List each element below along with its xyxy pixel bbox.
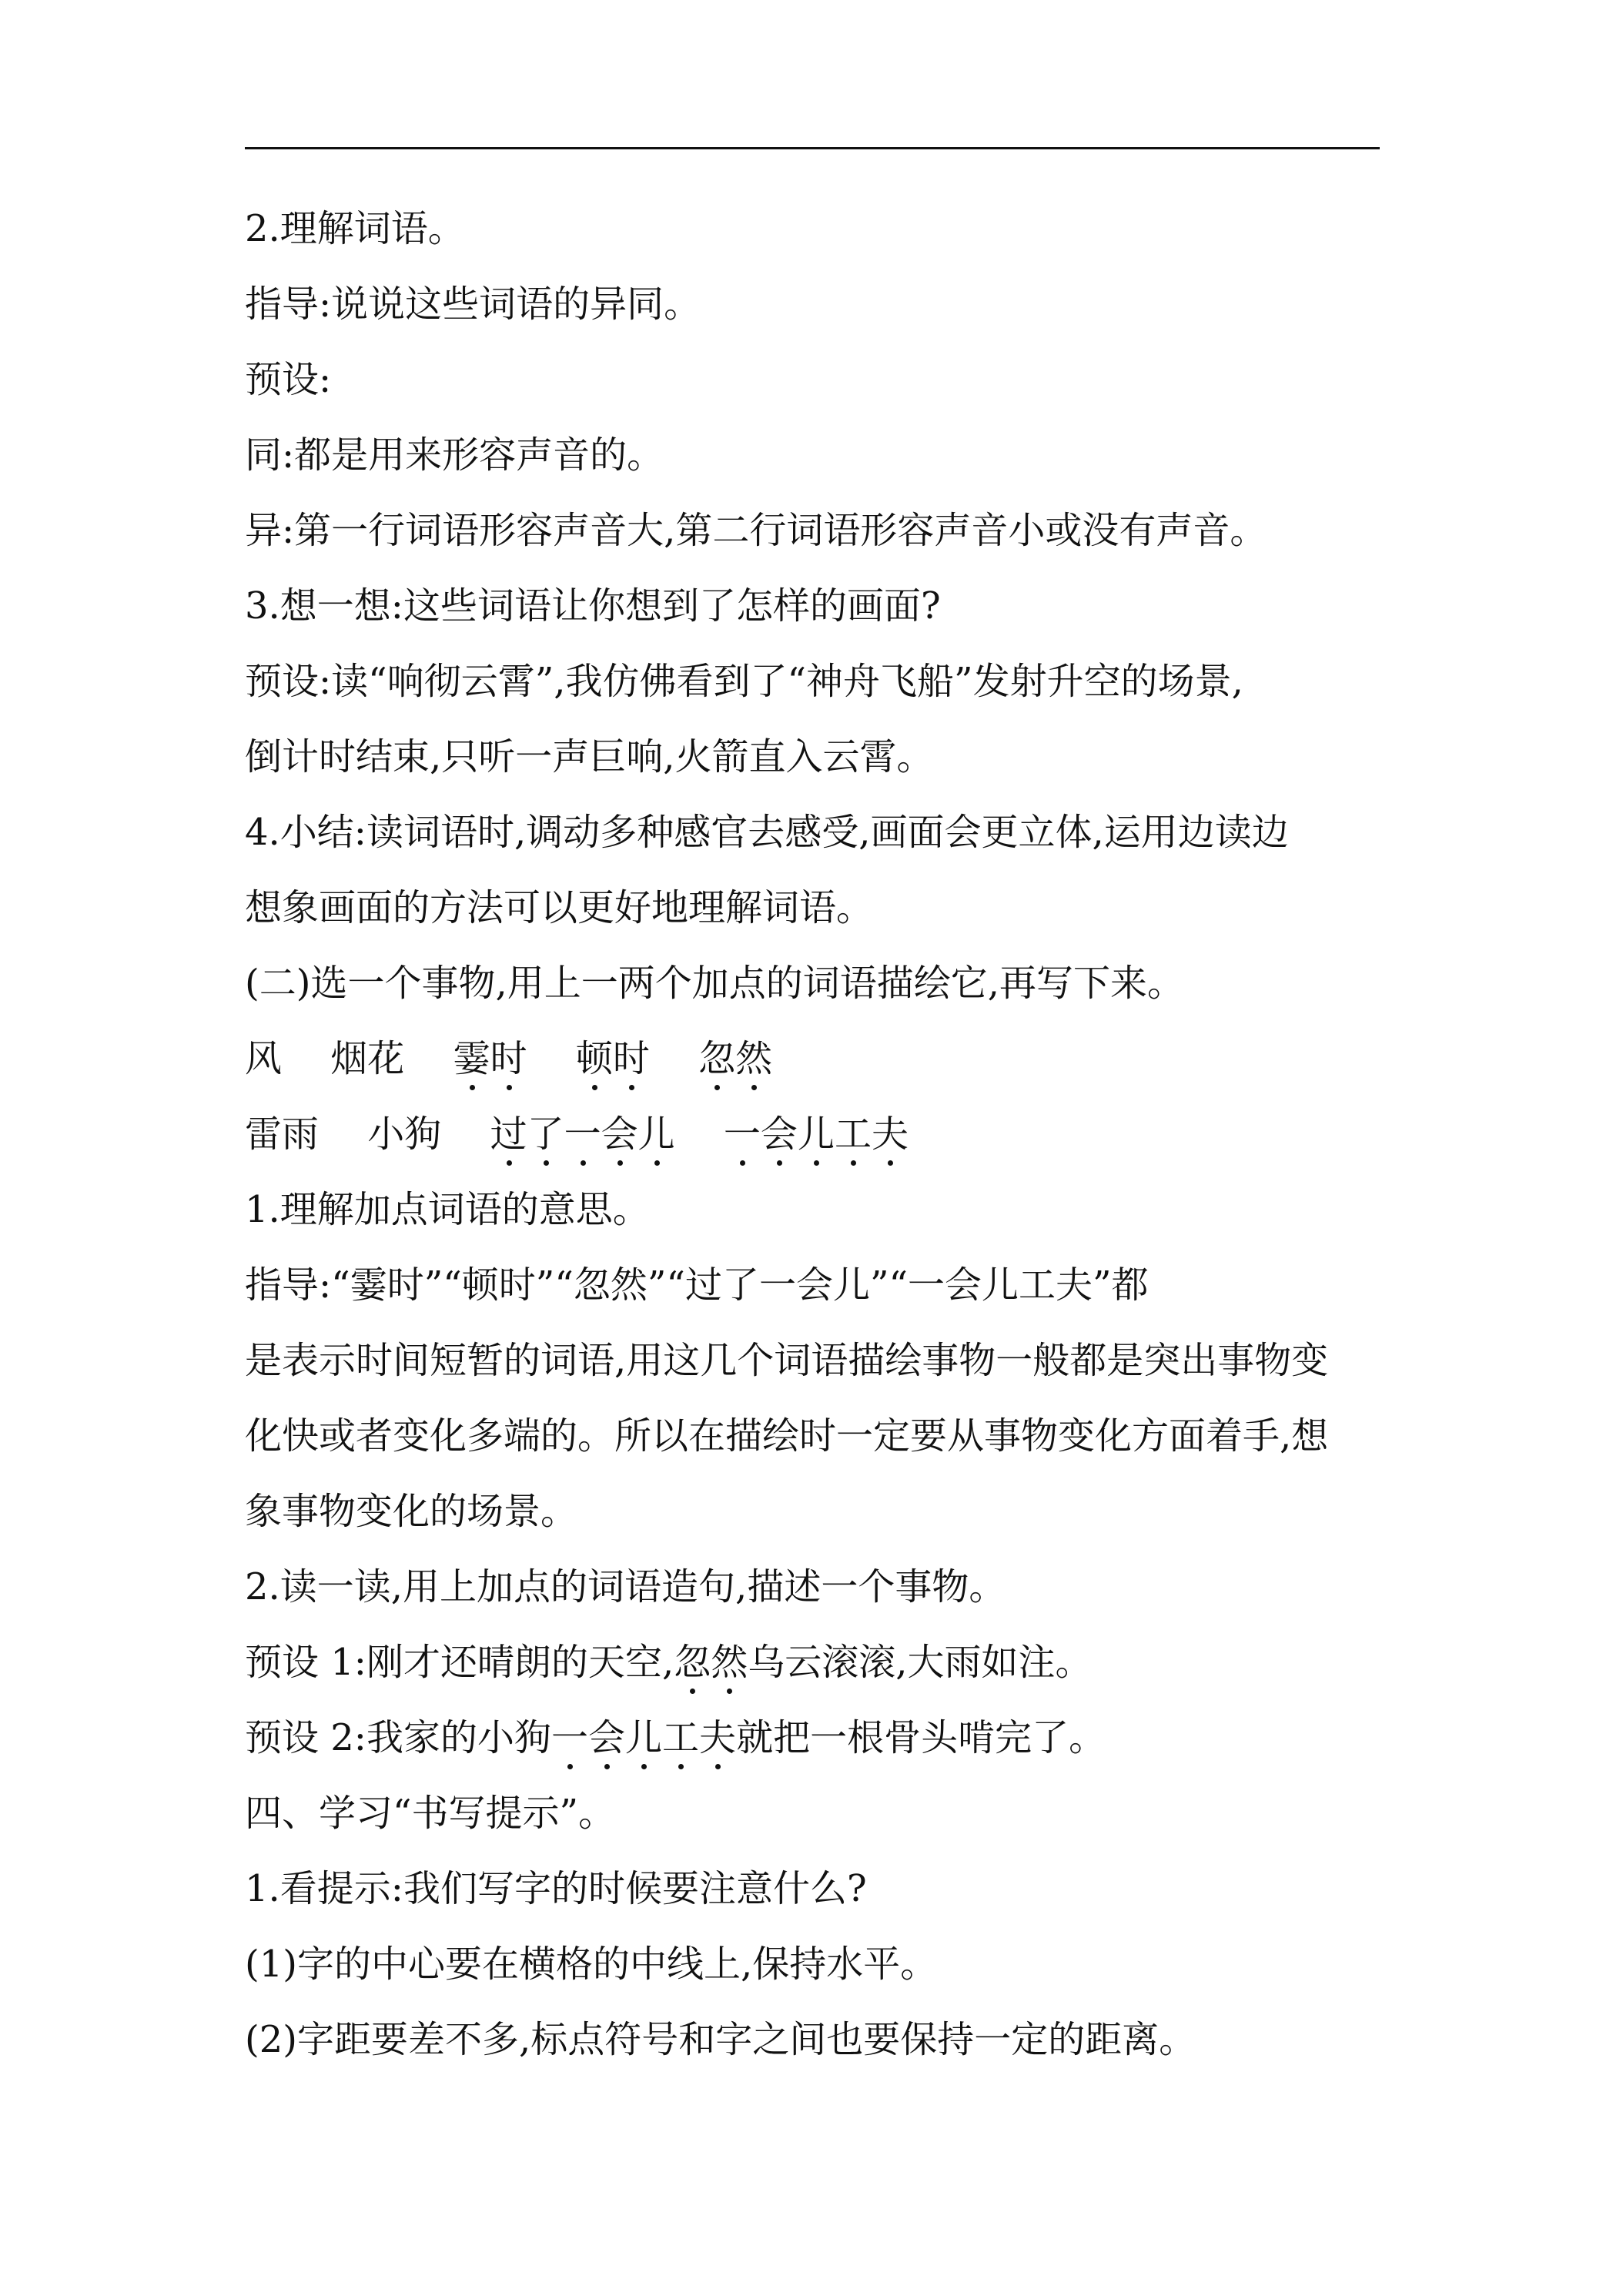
- preset-text: 预设 2:我家的小狗: [245, 1716, 551, 1759]
- preset-2: [245, 1700, 1380, 1776]
- text-line: 指导:“霎时”“顿时”“忽然”“过了一会儿”“一会儿工夫”都: [245, 1263, 1149, 1307]
- word: 烟花: [330, 1037, 405, 1080]
- preset-text: 就把一根骨头啃完了。: [736, 1716, 1106, 1759]
- text-line: 预设:读“响彻云霄”,我仿佛看到了“神舟飞船”发射升空的场景,: [245, 660, 1243, 703]
- preset-text: 乌云滚滚,大雨如注。: [748, 1641, 1093, 1684]
- text-line: 4.小结:读词语时,调动多种感官去感受,画面会更立体,运用边读边: [245, 811, 1289, 854]
- word: 小狗: [367, 1113, 442, 1156]
- word: 风: [245, 1037, 283, 1080]
- emphasized-word: 过了一会儿: [490, 1113, 675, 1156]
- text-line: (2)字距要差不多,标点符号和字之间也要保持一定的距离。: [245, 2018, 1196, 2061]
- emphasized-word: 一会儿工夫: [724, 1113, 909, 1156]
- word-row-2: [245, 1096, 1380, 1172]
- emphasized-word: 忽然: [698, 1037, 772, 1080]
- text-line: 化快或者变化多端的。所以在描绘时一定要从事物变化方面着手,想: [245, 1414, 1329, 1458]
- emphasized-word: 一会儿工夫: [551, 1716, 736, 1759]
- text-line: 象事物变化的场景。: [245, 1490, 578, 1533]
- text-line: 1.看提示:我们写字的时候要注意什么?: [245, 1867, 867, 1910]
- preset-text: 预设 1:刚才还晴朗的天空,: [245, 1641, 674, 1684]
- text-line: (二)选一个事物,用上一两个加点的词语描绘它,再写下来。: [245, 962, 1184, 1005]
- emphasized-word: 忽然: [674, 1641, 748, 1684]
- document-body: [245, 191, 1380, 2077]
- text-line: 3.想一想:这些词语让你想到了怎样的画面?: [245, 584, 941, 628]
- text-line: 2.理解词语。: [245, 207, 465, 250]
- text-line: 倒计时结束,只听一声巨响,火箭直入云霄。: [245, 735, 934, 778]
- text-line: (1)字的中心要在横格的中线上,保持水平。: [245, 1943, 938, 1986]
- header-rule: [245, 147, 1380, 149]
- text-line: 预设:: [245, 358, 332, 401]
- text-line: 2.读一读,用上加点的词语造句,描述一个事物。: [245, 1565, 1006, 1608]
- text-line: 是表示时间短暂的词语,用这几个词语描绘事物一般都是突出事物变: [245, 1339, 1329, 1382]
- text-line: 指导:说说这些词语的异同。: [245, 283, 701, 326]
- text-line: 想象画面的方法可以更好地理解词语。: [245, 886, 874, 929]
- text-line: 四、学习“书写提示”。: [245, 1792, 616, 1835]
- preset-1: [245, 1625, 1380, 1700]
- text-line: 异:第一行词语形容声音大,第二行词语形容声音小或没有声音。: [245, 509, 1267, 552]
- word-row-1: [245, 1021, 1380, 1096]
- emphasized-word: 顿时: [576, 1037, 650, 1080]
- emphasized-word: 霎时: [453, 1037, 527, 1080]
- text-line: 同:都是用来形容声音的。: [245, 433, 664, 477]
- word: 雷雨: [245, 1113, 320, 1156]
- text-line: 1.理解加点词语的意思。: [245, 1188, 650, 1231]
